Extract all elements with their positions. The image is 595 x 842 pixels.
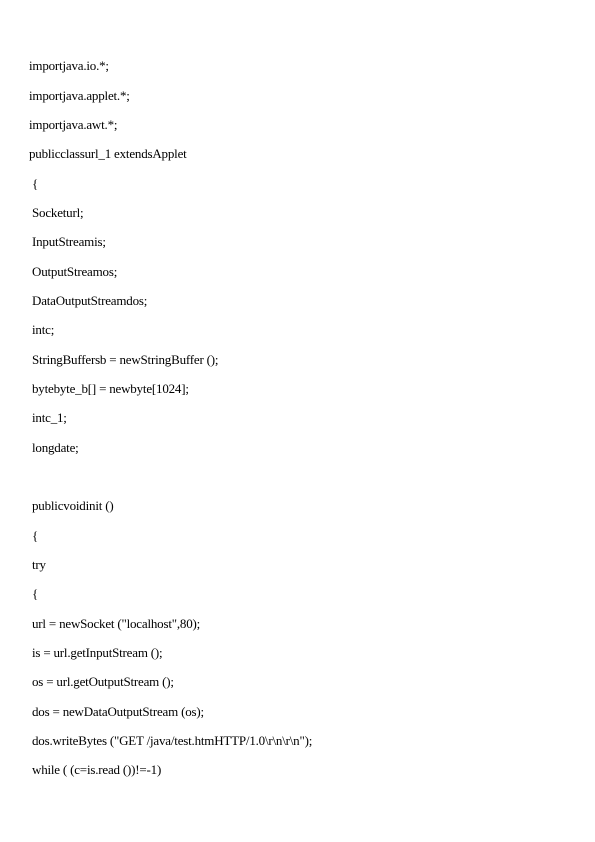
code-line: { [32,528,39,543]
code-line: publicclassurl_1 extendsApplet [29,146,187,161]
code-line: StringBuffersb = newStringBuffer (); [32,352,219,367]
code-line: InputStreamis; [32,234,106,249]
code-line: try [32,557,46,572]
code-line: dos = newDataOutputStream (os); [32,704,204,719]
code-line: is = url.getInputStream (); [32,645,163,660]
code-line: intc; [32,322,55,337]
code-line: dos.writeBytes ("GET /java/test.htmHTTP/1.0\r\n\r\n"); [32,733,313,748]
code-line: { [32,176,39,191]
code-line: while ( (c=is.read ())!=-1) [32,762,162,777]
code-line: os = url.getOutputStream (); [32,674,174,689]
code-line: bytebyte_b[] = newbyte[1024]; [32,381,189,396]
code-line: longdate; [32,440,79,455]
code-line: DataOutputStreamdos; [32,293,148,308]
code-line: importjava.applet.*; [29,88,130,103]
code-line: Socketurl; [32,205,84,220]
code-line: url = newSocket ("localhost",80); [32,616,201,631]
code-line: importjava.io.*; [29,58,109,73]
code-line: publicvoidinit () [32,498,114,513]
code-line: intc_1; [32,410,67,425]
code-line: importjava.awt.*; [29,117,118,132]
code-line: OutputStreamos; [32,264,118,279]
code-line: { [32,586,39,601]
